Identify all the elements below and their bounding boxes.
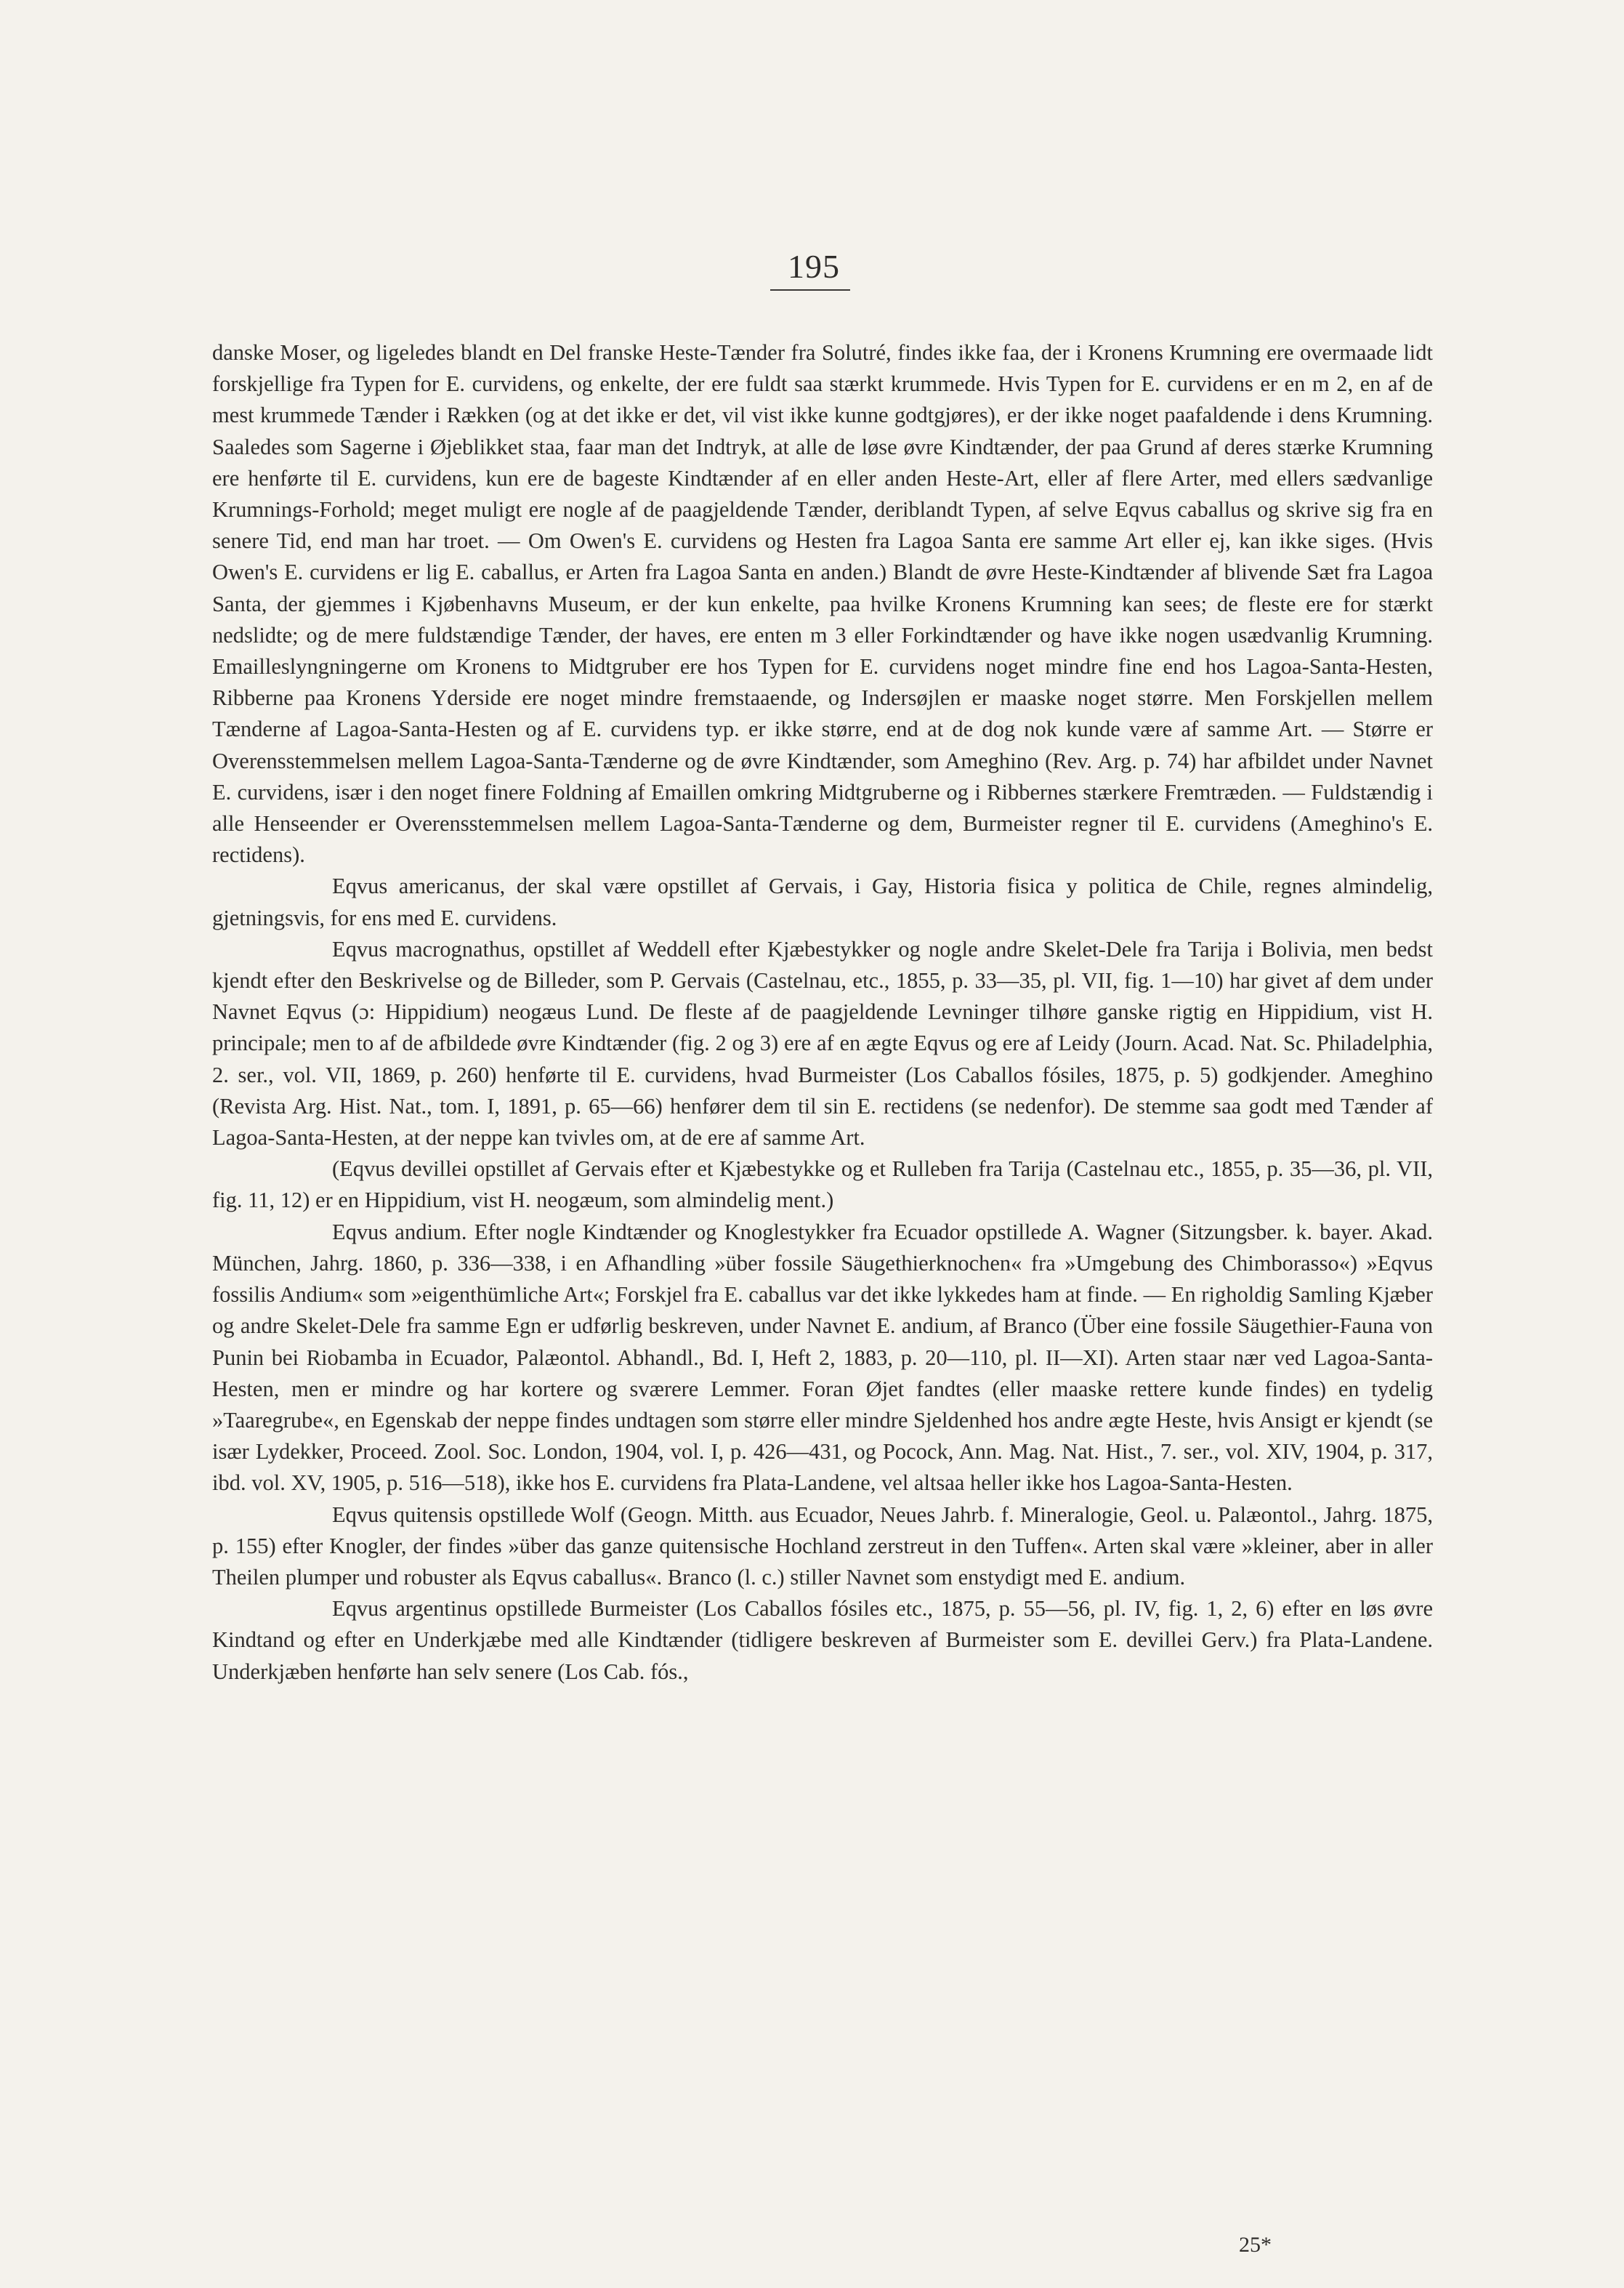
paragraph-curvidens-discussion: danske Moser, og ligeledes blandt en Del franske Heste-Tænder fra Solutré, findes ikke faa, der i Kronens Krumning ere overmaade lidt forskjellige fra Typen for E. curvidens, og enkelte, der ere fuldt saa stærkt krummede. Hvis Typen for E. curvidens er en m 2, en af de mest krummede Tænder i Rækken (og at det ikke er det, vil vist ikke kunne godtgjøres), er der ikke noget paafaldende i dens Krumning. Saaledes som Sagerne i Øjeblikket staa, faar man det Indtryk, at alle de løse øvre Kindtænder, der paa Grund af deres stærke Krumning ere henførte til E. curvidens, kun ere de bageste Kindtænder af en eller anden Heste-Art, eller af flere Arter, med ellers sædvanlige Krumnings-Forhold; meget muligt ere nogle af de paagjeldende Tænder, deriblandt Typen, af selve Eqvus caballus og skrive sig fra en senere Tid, end man har troet. — Om Owen's E. curvidens og Hesten fra Lagoa Santa ere samme Art eller ej, kan ikke siges. (Hvis Owen's E. curvidens er lig E. caballus, er Arten fra Lagoa Santa en anden.) Blandt de øvre Heste-Kindtænder af blivende Sæt fra Lagoa Santa, der gjemmes i Kjøbenhavns Museum, er der kun enkelte, paa hvilke Kronens Krumning kan sees; de fleste ere for stærkt nedslidte; og de mere fuldstændige Tænder, der haves, ere enten m 3 eller Forkindtænder og have ikke nogen usædvanlig Krumning. Emailleslyngningerne om Kronens to Midtgruber ere hos Typen for E. curvidens noget mindre fine end hos Lagoa-Santa-Hesten, Ribberne paa Kronens Yderside ere noget mindre fremstaaende, og Indersøjlen er maaske noget større. Men Forskjellen mellem Tænderne af Lagoa-Santa-Hesten og af E. curvidens typ. er ikke større, end at de dog nok kunde være af samme Art. — Større er Overensstemmelsen mellem Lagoa-Santa-Tænderne og de øvre Kindtænder, som Ameghino (Rev. Arg. p. 74) har afbildet under Navnet E. curvidens, især i den noget finere Foldning af Emaillen omkring Midtgruberne og i Ribbernes stærkere Fremtræden. — Fuldstændig i alle Henseender er Overensstemmelsen mellem Lagoa-Santa-Tænderne og dem, Burmeister regner til E. curvidens (Ameghino's E. rectidens).: [212, 340, 1433, 868]
body-text: [212, 337, 1433, 1688]
signature-mark: 25*: [1239, 2233, 1272, 2257]
paragraph-eqvus-macrognathus: Eqvus macrognathus, opstillet af Weddell efter Kjæbestykker og nogle andre Skelet-Dele fra Tarija i Bolivia, men bedst kjendt efter den Beskrivelse og de Billeder, som P. Gervais (Castelnau, etc., 1855, p. 33—35, pl. VII, fig. 1—10) har givet af dem under Navnet Eqvus (ɔ: Hippidium) neogæus Lund. De fleste af de paagjeldende Levninger tilhøre ganske rigtig en Hippidium, vist H. principale; men to af de afbildede øvre Kindtænder (fig. 2 og 3) ere af en ægte Eqvus og ere af Leidy (Journ. Acad. Nat. Sc. Philadelphia, 2. ser., vol. VII, 1869, p. 260) henførte til E. curvidens, hvad Burmeister (Los Caballos fósiles, 1875, p. 5) godkjender. Ameghino (Revista Arg. Hist. Nat., tom. I, 1891, p. 65—66) henfører dem til sin E. rectidens (se nedenfor). De stemme saa godt med Tænder af Lagoa-Santa-Hesten, at der neppe kan tvivles om, at de ere af samme Art.: [212, 936, 1433, 1151]
page-number-rule: [770, 289, 850, 291]
paragraph-eqvus-andium: Eqvus andium. Efter nogle Kindtænder og Knoglestykker fra Ecuador opstillede A. Wagner (Sitzungsber. k. bayer. Akad. München, Jahrg. 1860, p. 336—338, i en Afhandling »über fossile Säugethierknochen« fra »Umgebung des Chimborasso«) »Eqvus fossilis Andium« som »eigenthümliche Art«; Forskjel fra E. caballus var det ikke lykkedes ham at finde. — En righoldig Samling Kjæber og andre Skelet-Dele fra samme Egn er udførlig beskreven, under Navnet E. andium, af Branco (Über eine fossile Säugethier-Fauna von Punin bei Riobamba in Ecuador, Palæontol. Abhandl., Bd. I, Heft 2, 1883, p. 20—110, pl. II—XI). Arten staar nær ved Lagoa-Santa-Hesten, men er mindre og har kortere og sværere Lemmer. Foran Øjet fandtes (eller maaske rettere kunde findes) en tydelig »Taaregrube«, en Egenskab der neppe findes undtagen som større eller mindre Sjeldenhed hos andre ægte Heste, hvis Ansigt er kjendt (se især Lydekker, Proceed. Zool. Soc. London, 1904, vol. I, p. 426—431, og Pocock, Ann. Mag. Nat. Hist., 7. ser., vol. XIV, 1904, p. 317, ibd. vol. XV, 1905, p. 516—518), ikke hos E. curvidens fra Plata-Landene, vel altsaa heller ikke hos Lagoa-Santa-Hesten.: [212, 1219, 1433, 1496]
paragraph-eqvus-quitensis: Eqvus quitensis opstillede Wolf (Geogn. Mitth. aus Ecuador, Neues Jahrb. f. Mineralogie, Geol. u. Palæontol., Jahrg. 1875, p. 155) efter Knogler, der findes »über das ganze quitensische Hochland zerstreut in den Tuffen«. Arten skal være »kleiner, aber in aller Theilen plumper und robuster als Eqvus caballus«. Branco (l. c.) stiller Navnet som enstydigt med E. andium.: [212, 1502, 1433, 1590]
paragraph-eqvus-americanus: Eqvus americanus, der skal være opstillet af Gervais, i Gay, Historia fisica y politica de Chile, regnes almindelig, gjetningsvis, for ens med E. curvidens.: [212, 874, 1433, 930]
paragraph-eqvus-argentinus: Eqvus argentinus opstillede Burmeister (Los Caballos fósiles etc., 1875, p. 55—56, pl. IV, fig. 1, 2, 6) efter en løs øvre Kindtand og efter en Underkjæbe med alle Kindtænder (tidligere beskreven af Burmeister som E. devillei Gerv.) fra Plata-Landene. Underkjæben henførte han selv senere (Los Cab. fós.,: [212, 1596, 1433, 1684]
page-number: 195: [788, 248, 840, 285]
paragraph-eqvus-devillei: (Eqvus devillei opstillet af Gervais efter et Kjæbestykke og et Rulleben fra Tarija (Castelnau etc., 1855, p. 35—36, pl. VII, fig. 11, 12) er en Hippidium, vist H. neogæum, som almindelig ment.): [212, 1156, 1433, 1213]
